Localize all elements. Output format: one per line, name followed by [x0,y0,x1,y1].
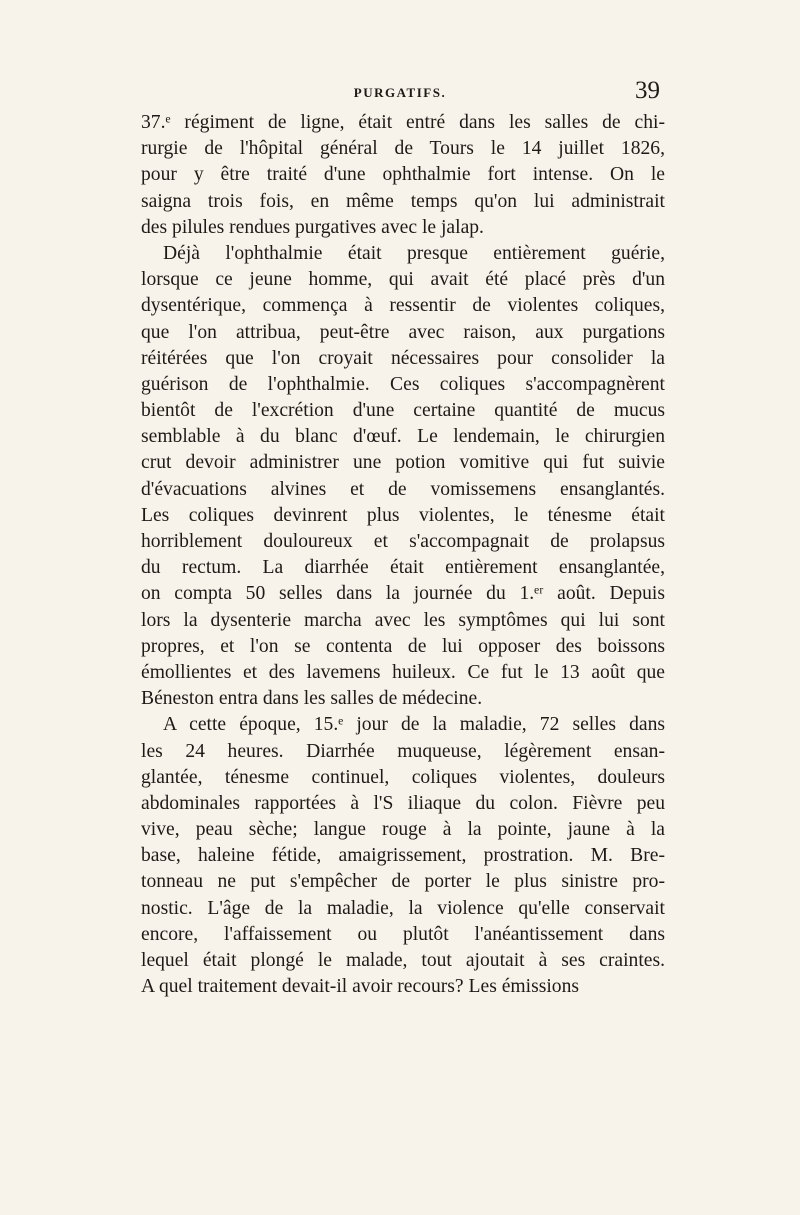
text-line: rurgie de l'hôpital général de Tours le 14 juillet 1826, [141,138,665,160]
text-line: on compta 50 selles dans la journée du 1.ᵉʳ août. Depuis [141,583,665,605]
text-line: pour y être traité d'une ophthalmie fort intense. On le [141,164,665,186]
text-line: semblable à du blanc d'œuf. Le lendemain, le chirurgien [141,426,665,448]
text-line: lors la dysenterie marcha avec les symptômes qui lui sont [141,609,665,631]
text-line: base, haleine fétide, amaigrissement, prostration. M. Bre- [141,845,665,867]
text-line: réitérées que l'on croyait nécessaires pour consolider la [141,347,665,369]
running-title: PURGATIFS. [353,85,447,100]
text-line: émollientes et des lavemens huileux. Ce fut le 13 août que [141,661,665,683]
text-line: horriblement douloureux et s'accompagnait de prolapsus [141,531,665,552]
running-head [140,77,660,113]
text-line: d'évacuations alvines et de vomissemens ensanglantés. [141,478,665,500]
text-line: les 24 heures. Diarrhée muqueuse, légèrement ensan- [141,740,665,762]
text-line: vive, peau sèche; langue rouge à la pointe, jaune à la [141,819,665,841]
text-line: lequel était plongé le malade, tout ajoutait à ses craintes. [141,950,665,971]
text-line: Les coliques devinrent plus violentes, le ténesme était [141,504,665,526]
text-line: saigna trois fois, en même temps qu'on lui administrait [141,190,665,212]
text-line: tonneau ne put s'empêcher de porter le plus sinistre pro- [141,871,665,893]
text-line: Déjà l'ophthalmie était presque entièrement guérie, [163,242,665,264]
text-line: crut devoir administrer une potion vomitive qui fut suivie [141,452,665,474]
page-number: 39 [635,77,660,104]
text-line: nostic. L'âge de la maladie, la violence qu'elle conservait [141,897,665,919]
text-line: Béneston entra dans les salles de médecine. [141,688,483,710]
text-line: guérison de l'ophthalmie. Ces coliques s'accompagnèrent [141,373,665,395]
text-line: 37.ᵉ régiment de ligne, était entré dans les salles de chi- [141,112,665,133]
text-line: encore, l'affaissement ou plutôt l'anéantissement dans [141,923,665,945]
text-line: du rectum. La diarrhée était entièrement ensanglantée, [141,557,665,579]
text-line: A quel traitement devait-il avoir recours? Les émissions [141,976,580,998]
text-line: propres, et l'on se contenta de lui opposer des boissons [141,635,665,657]
text-line: glantée, ténesme continuel, coliques violentes, douleurs [141,766,665,788]
text-line: lorsque ce jeune homme, qui avait été placé près d'un [141,269,665,291]
text-line: dysentérique, commença à ressentir de violentes coliques, [141,295,665,317]
text-line: que l'on attribua, peut-être avec raison, aux purgations [141,321,665,343]
body-text [141,110,665,1000]
text-line: A cette époque, 15.ᵉ jour de la maladie, 72 selles dans [163,714,665,736]
text-line: bientôt de l'excrétion d'une certaine quantité de mucus [141,400,665,422]
text-line: des pilules rendues purgatives avec le jalap. [141,216,484,238]
text-line: abdominales rapportées à l'S iliaque du colon. Fièvre peu [141,792,665,814]
